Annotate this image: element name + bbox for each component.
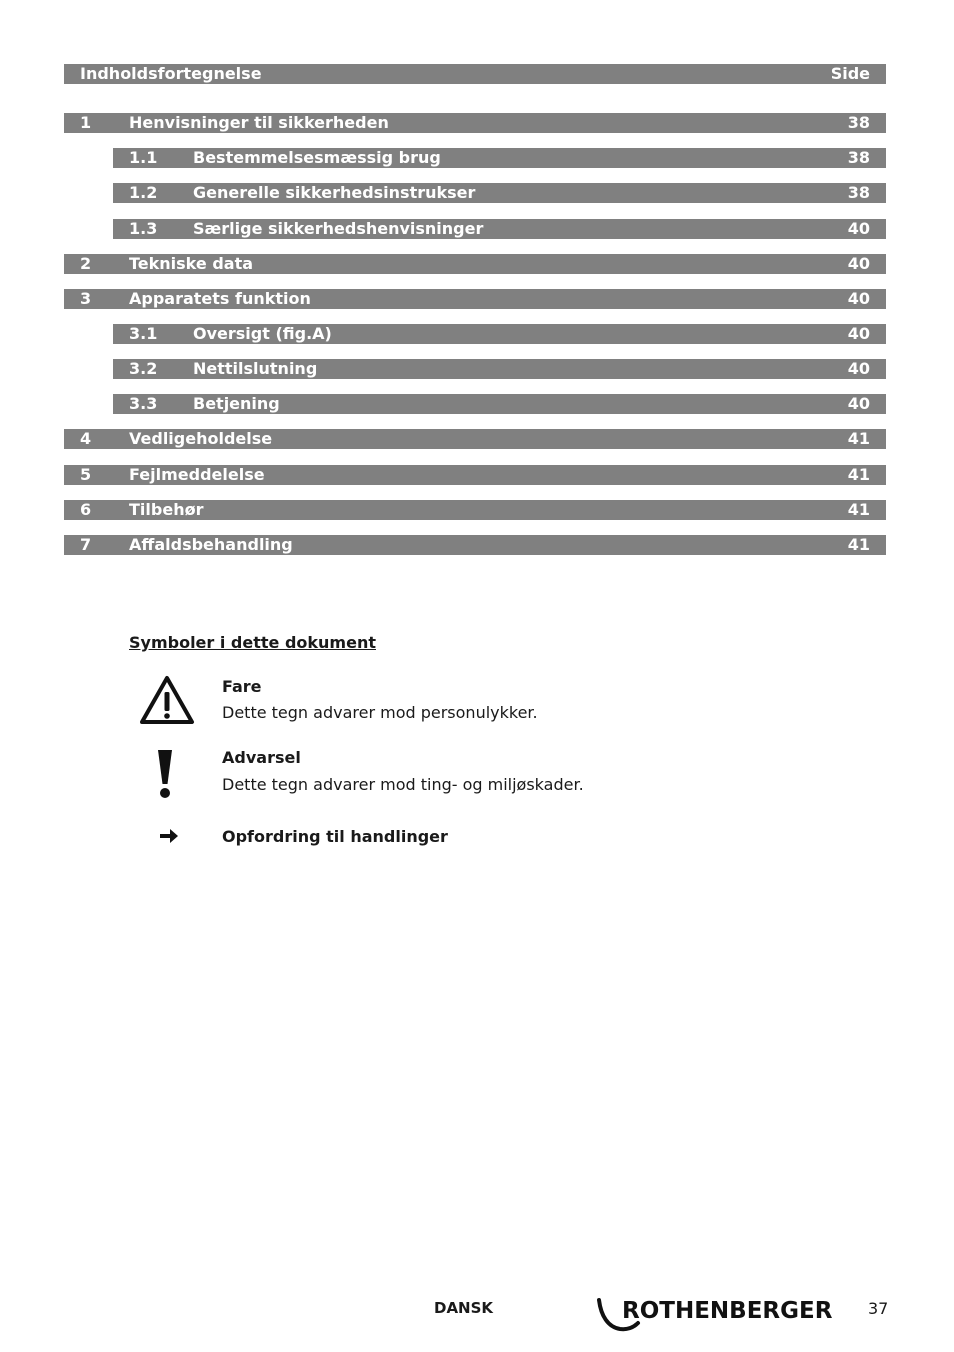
toc-entry[interactable] — [64, 429, 886, 449]
toc-entry-page: 40 — [847, 359, 870, 378]
advarsel-title: Advarsel — [222, 748, 301, 767]
toc-entry-title: Bestemmelsesmæssig brug — [193, 148, 441, 167]
toc-entry-title: Oversigt (fig.A) — [193, 324, 332, 343]
toc-entry-title: Affaldsbehandling — [129, 535, 293, 554]
toc-entry[interactable] — [113, 148, 886, 168]
toc-entry-title: Generelle sikkerhedsinstrukser — [193, 183, 476, 202]
toc-header — [64, 64, 886, 84]
toc-entry[interactable] — [113, 359, 886, 379]
fare-title: Fare — [222, 677, 262, 696]
exclamation-icon — [155, 748, 175, 800]
toc-entry-page: 41 — [847, 535, 870, 554]
toc-entry-number: 5 — [80, 465, 92, 484]
toc-entry-number: 1.2 — [129, 183, 158, 202]
toc-entry-title: Tekniske data — [129, 254, 254, 273]
toc-entry-page: 40 — [847, 219, 870, 238]
toc-entry-number: 1.1 — [129, 148, 158, 167]
toc-entry-number: 3.1 — [129, 324, 158, 343]
toc-entry[interactable] — [64, 254, 886, 274]
toc-entry-page: 40 — [847, 289, 870, 308]
toc-entry-page: 38 — [847, 148, 870, 167]
fare-description: Dette tegn advarer mod personulykker. — [222, 703, 538, 722]
toc-entry-page: 40 — [847, 394, 870, 413]
toc-entry-number: 2 — [80, 254, 92, 273]
toc-entry[interactable] — [64, 535, 886, 555]
toc-entry-number: 4 — [80, 429, 92, 448]
symbols-heading: Symboler i dette dokument — [129, 633, 376, 652]
toc-entry-number: 1.3 — [129, 219, 158, 238]
toc-entry-number: 3.2 — [129, 359, 158, 378]
rothenberger-logo — [596, 1294, 836, 1334]
toc-entry[interactable] — [64, 465, 886, 485]
page-number: 37 — [868, 1299, 889, 1318]
toc-entry-title: Fejlmeddelelse — [129, 465, 265, 484]
toc-entry-page: 38 — [847, 113, 870, 132]
toc-entry[interactable] — [113, 183, 886, 203]
toc-entry-page: 40 — [847, 254, 870, 273]
toc-entry-number: 3.3 — [129, 394, 158, 413]
toc-entry-page: 41 — [847, 500, 870, 519]
toc-entry-page: 41 — [847, 429, 870, 448]
warning-triangle-icon — [138, 674, 196, 726]
toc-entry-title: Henvisninger til sikkerheden — [129, 113, 389, 132]
toc-entry-title: Særlige sikkerhedshenvisninger — [193, 219, 484, 238]
toc-entry-number: 3 — [80, 289, 92, 308]
toc-entry-page: 40 — [847, 324, 870, 343]
toc-header-page-label: Side — [830, 64, 870, 83]
brand-name: ROTHENBERGER — [622, 1298, 833, 1324]
toc-entry-title: Betjening — [193, 394, 280, 413]
footer-language: DANSK — [434, 1299, 494, 1317]
arrow-right-icon — [159, 827, 179, 845]
toc-entry[interactable] — [64, 289, 886, 309]
toc-entry-number: 6 — [80, 500, 92, 519]
opfordring-title: Opfordring til handlinger — [222, 827, 448, 846]
toc-entry[interactable] — [64, 500, 886, 520]
toc-entry-title: Apparatets funktion — [129, 289, 311, 308]
toc-entry-title: Nettilslutning — [193, 359, 318, 378]
toc-entry-number: 7 — [80, 535, 92, 554]
toc-header-title: Indholdsfortegnelse — [80, 64, 262, 83]
advarsel-description: Dette tegn advarer mod ting- og miljøskader. — [222, 775, 584, 794]
toc-entry-title: Vedligeholdelse — [129, 429, 273, 448]
toc-entry-page: 38 — [847, 183, 870, 202]
toc-entry-page: 41 — [847, 465, 870, 484]
toc-entry-title: Tilbehør — [129, 500, 204, 519]
toc-entry[interactable] — [113, 324, 886, 344]
toc-entry[interactable] — [113, 219, 886, 239]
toc-entry[interactable] — [113, 394, 886, 414]
toc-entry[interactable] — [64, 113, 886, 133]
toc-entry-number: 1 — [80, 113, 92, 132]
